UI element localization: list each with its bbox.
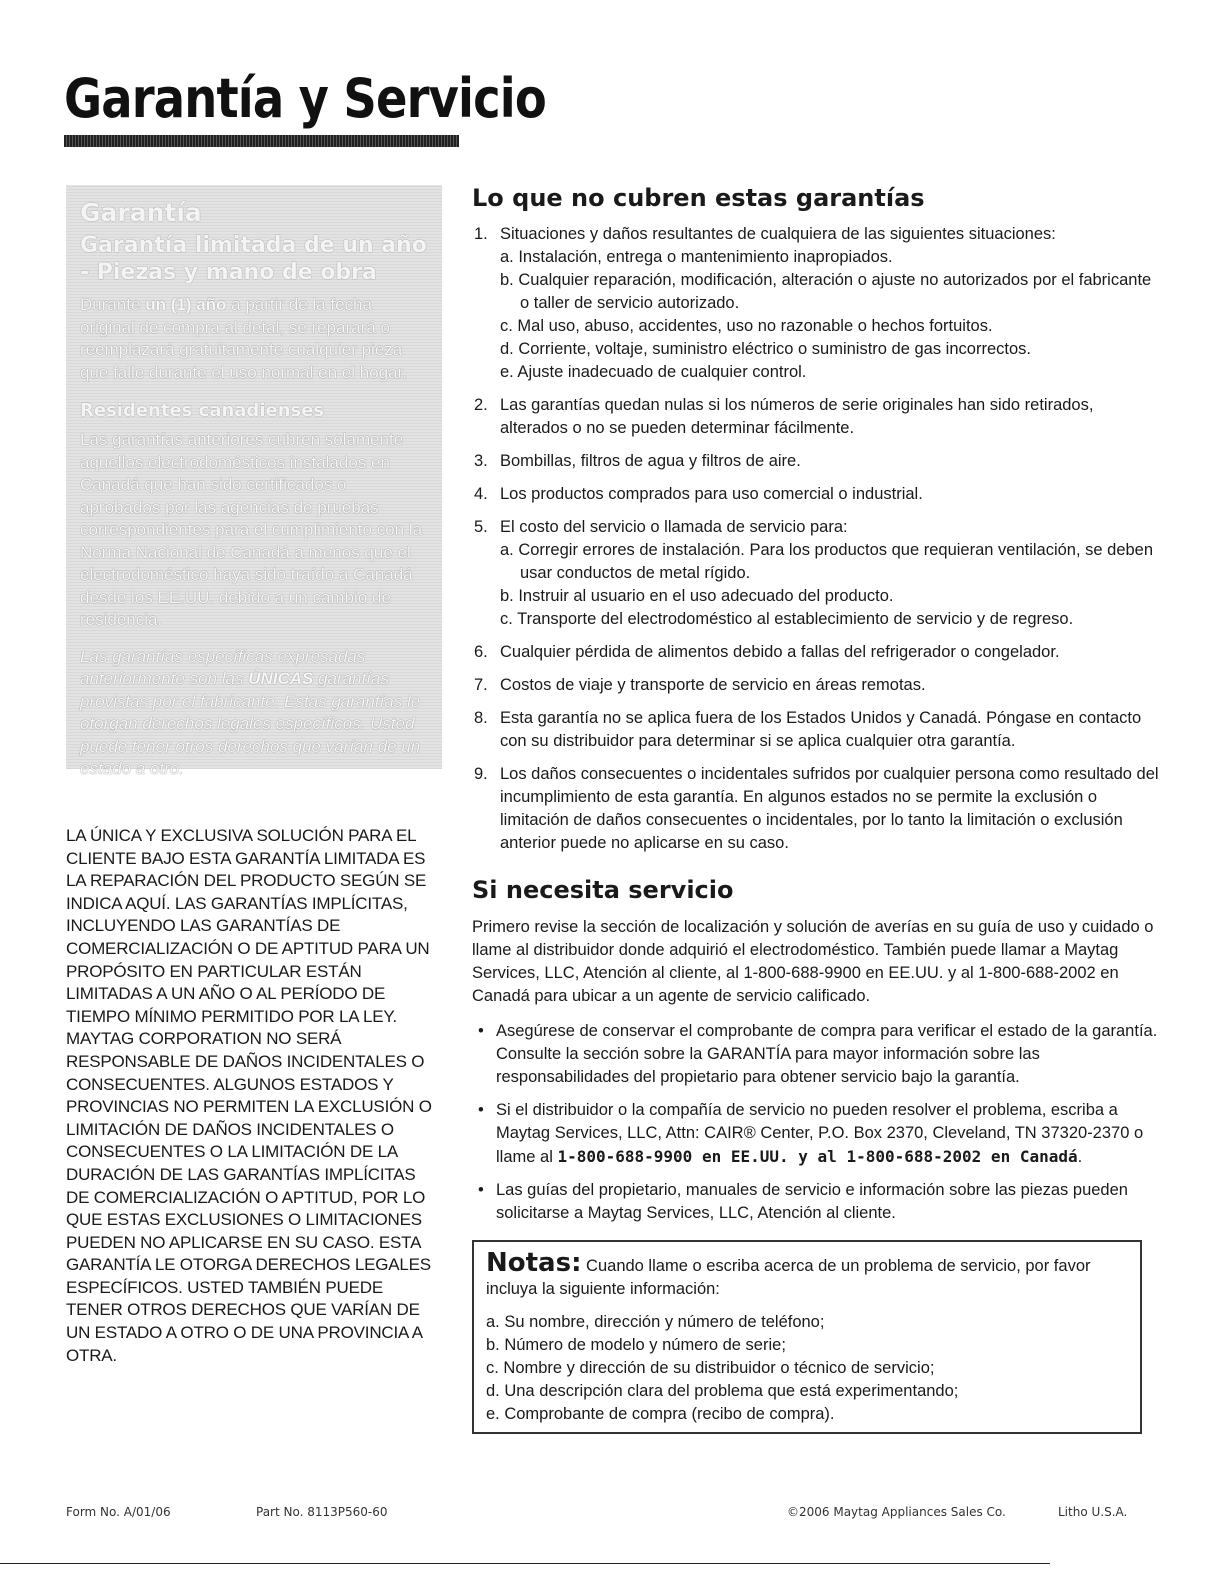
bottom-rule [0,1563,1050,1564]
notes-item: a. Su nombre, dirección y número de teléfono; [486,1313,825,1331]
warranty-subheading: Garantía limitada de un año - Piezas y mano de obra [80,233,427,285]
item-sub-entry: a. Corregir errores de instalación. Para los productos que requieran ventilación, se deben usar conductos de metal rígido. [500,541,1154,583]
item-number: 8. [474,709,488,728]
warranty-box [66,185,442,778]
not-covered-list [472,223,1162,855]
not-covered-title: Lo que no cubren estas garantías [472,184,925,212]
service-bullets [472,1020,1162,1225]
notes-intro-line [486,1248,1128,1301]
not-covered-item [472,450,1162,473]
not-covered-item [472,394,1162,440]
bullet2-pre: Si el distribuidor o la compañía de servicio no pueden resolver el problema, escriba a Maytag Services, LLC, Attn: CAIR® Center, P.O. Box 2370, Cleveland, TN 37320-2370 o llame al [496,1100,1144,1166]
bullet2-post: . [1077,1147,1083,1166]
item-sub-list [500,246,1162,384]
italic-bold: ÚNICAS [248,669,314,688]
item-sub-entry: e. Ajuste inadecuado de cualquier control. [500,363,807,382]
warranty-text-post: a partir de la fecha original de compra al detal, se reparará o reemplazará gratuitamente cualquier pieza que falle durante el uso normal en el hogar. [80,295,408,382]
warranty-text-pre: Durante [80,295,146,314]
item-text: Bombillas, filtros de agua y filtros de aire. [500,452,801,471]
bullet2-phones: 1-800-688-9900 en EE.UU. y al 1-800-688-2002 en Canadá [557,1146,1078,1166]
notes-box [472,1240,1142,1434]
not-covered-item [472,763,1162,855]
italic-pre: Las garantías específicas expresadas anteriormente son las [80,646,366,688]
footer-form-no: Form No. A/01/06 [66,1505,171,1519]
item-text: Los productos comprados para uso comercial o industrial. [500,485,923,504]
item-number: 4. [474,485,488,504]
item-number: 2. [474,396,488,415]
notes-title: Notas: [486,1248,582,1278]
not-covered-item [472,707,1162,753]
warranty-text [80,294,430,384]
service-intro: Primero revise la sección de localización y solución de averías en su guía de uso y cuidado o llame al distribuidor donde adquirió el electrodoméstico. También puede llamar a Maytag Services, LLC, Atención al cliente, al 1-800-688-9900 en EE.UU. y al 1-800-688-2002 en Canadá para ubicar a un agente de servicio calificado. [472,917,1154,1005]
disclaimer-text: LA ÚNICA Y EXCLUSIVA SOLUCIÓN PARA EL CLIENTE BAJO ESTA GARANTÍA LIMITADA ES LA REPARACIÓN DEL PRODUCTO SEGÚN SE INDICA AQUÍ. LAS GARANTÍAS IMPLÍCITAS, INCLUYENDO LAS GARANTÍAS DE COMERCIALIZACIÓN O DE APTITUD PARA UN PROPÓSITO EN PARTICULAR ESTÁN LIMITADAS A UN AÑO O AL PERÍODO DE TIEMPO MÍNIMO PERMITIDO POR LA LEY. MAYTAG CORPORATION NO SERÁ RESPONSABLE DE DAÑOS INCIDENTALES O CONSECUENTES. ALGUNOS ESTADOS Y PROVINCIAS NO PERMITEN LA EXCLUSIÓN O LIMITACIÓN DE DAÑOS INCIDENTALES O CONSECUENTES O LA LIMITACIÓN DE LA DURACIÓN DE LAS GARANTÍAS IMPLÍCITAS DE COMERCIALIZACIÓN O APTITUD, POR LO QUE ESTAS EXCLUSIONES O LIMITACIONES PUEDEN NO APLICARSE EN SU CASO. ESTA GARANTÍA LE OTORGA DERECHOS LEGALES ESPECÍFICOS. USTED TAMBIÉN PUEDE TENER OTROS DERECHOS QUE VARÍAN DE UN ESTADO A OTRO O DE UNA PROVINCIA A OTRA. [66,826,432,1365]
item-number: 1. [474,225,488,244]
not-covered-item [472,641,1162,664]
item-text: Los daños consecuentes o incidentales sufridos por cualquier persona como resultado del incumplimiento de esta garantía. En algunos estados no se permite la exclusión o limitación de daños consecuentes o incidentales, por lo tanto la limitación o exclusión anterior puede no aplicarse en su caso. [500,765,1159,853]
notes-item: b. Número de modelo y número de serie; [486,1336,786,1354]
page-title: Garantía y Servicio [64,67,546,130]
service-bullet-3: • Las guías del propietario, manuales de servicio e información sobre las piezas pueden solicitarse a Maytag Services, LLC, Atención al cliente. [472,1179,1162,1225]
warranty-italic-text [80,646,430,781]
item-number: 3. [474,452,488,471]
item-sub-entry: b. Cualquier reparación, modificación, alteración o ajuste no autorizados por el fabricante o taller de servicio autorizado. [500,271,1152,313]
notes-intro: Cuando llame o escriba acerca de un problema de servicio, por favor incluya la siguiente información: [486,1257,1091,1298]
item-sub-entry: b. Instruir al usuario en el uso adecuado del producto. [500,587,894,606]
canadian-heading: Residentes canadienses [80,400,325,421]
footer-litho: Litho U.S.A. [1058,1505,1128,1519]
service-bullet-1: • Asegúrese de conservar el comprobante de compra para verificar el estado de la garantía. Consulte la sección sobre la GARANTÍA para mayor información sobre las responsabilidades del propietario para obtener servicio bajo la garantía. [472,1020,1162,1089]
italic-post: garantías provistas por el fabricante. Estas garantías le otorgan derechos legales específicos. Usted puede tener otros derechos que varían de un estado a otro. [80,669,421,778]
not-covered-item [472,516,1162,631]
right-column [472,185,1162,1235]
item-sub-entry: c. Mal uso, abuso, accidentes, uso no razonable o hechos fortuitos. [500,317,993,336]
notes-list [486,1311,1128,1426]
warranty-text-bold: un (1) año [145,295,227,314]
item-sub-entry: c. Transporte del electrodoméstico al establecimiento de servicio y de regreso. [500,610,1074,629]
footer-part-no: Part No. 8113P560-60 [256,1505,388,1519]
warranty-heading: Garantía [80,198,202,227]
item-number: 6. [474,643,488,662]
item-sub-entry: a. Instalación, entrega o mantenimiento inapropiados. [500,248,893,267]
notes-item: d. Una descripción clara del problema que está experimentando; [486,1382,959,1400]
item-text: Costos de viaje y transporte de servicio en áreas remotas. [500,676,926,695]
item-sub-list [500,539,1162,631]
footer-copyright: ©2006 Maytag Appliances Sales Co. [787,1505,1006,1519]
notes-item: c. Nombre y dirección de su distribuidor o técnico de servicio; [486,1359,935,1377]
service-bullet-2 [472,1099,1162,1169]
not-covered-item [472,483,1162,506]
notes-item: e. Comprobante de compra (recibo de compra). [486,1405,835,1423]
item-text: Situaciones y daños resultantes de cualquiera de las siguientes situaciones: [500,225,1056,244]
not-covered-item [472,223,1162,384]
not-covered-item [472,674,1162,697]
item-sub-entry: d. Corriente, voltaje, suministro eléctrico o suministro de gas incorrectos. [500,340,1031,359]
item-number: 7. [474,676,488,695]
item-number: 9. [474,765,488,784]
item-text: El costo del servicio o llamada de servicio para: [500,518,848,537]
service-title: Si necesita servicio [472,876,734,905]
item-text: Cualquier pérdida de alimentos debido a fallas del refrigerador o congelador. [500,643,1060,662]
item-number: 5. [474,518,488,537]
item-text: Esta garantía no se aplica fuera de los Estados Unidos y Canadá. Póngase en contacto con su distribuidor para determinar si se aplica cualquier otra garantía. [500,709,1142,751]
title-underline [64,135,459,147]
item-text: Las garantías quedan nulas si los números de serie originales han sido retirados, alterados o no se pueden determinar fácilmente. [500,396,1094,438]
canadian-text: Las garantías anteriores cubren solamente aquellos electrodomésticos instalados en Canadá que han sido certificados o aprobados por las agencias de pruebas correspondientes para el cumplimiento con la Norma Nacional de Canadá a menos que el electrodoméstico haya sido traído a Canadá desde los EE.UU. debido a un cambio de residencia. [80,430,423,629]
